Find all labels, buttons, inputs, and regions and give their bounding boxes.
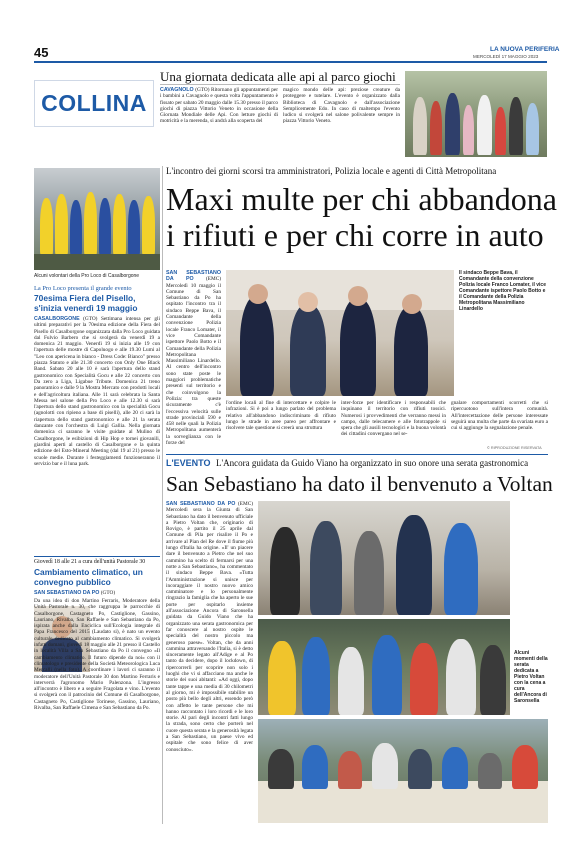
main-story-col2: l'ordine locali al fine di intercettare e colpire le infrazioni. Si è poi a lungo parlato del problema relativo all'abbandono indiscriminato di rifiuto lungo le strade in aree pareo per affrontare e risolvere tale questione si creerà una struttura (226, 400, 336, 432)
header-rule (34, 61, 547, 63)
section-box (34, 80, 154, 127)
page-number: 45 (34, 45, 49, 60)
left-story2-body-top: SAN SEBASTIANO DA PO (GTO) (34, 590, 116, 596)
left-story-headline: 70esima Fiera del Pisello, s'inizia venerdì 19 maggio (34, 293, 138, 313)
event-place: SAN SEBASTIANO DA PO (166, 501, 236, 507)
proloco-photo (34, 168, 160, 270)
event-photo-2 (258, 619, 510, 715)
main-story-col4: gnalare comportamenti scorretti che si ripercuotono sull'intera comunità. All'intercettazione delle persone interessate seguirà una multa che parte da svariata euro a cui si aggiunge la segnalazione penale. (451, 400, 548, 432)
issue-date: MERCOLEDÌ 17 MAGGIO 2023 (473, 54, 539, 59)
top-story-photo (405, 71, 547, 157)
event-rule (166, 454, 548, 455)
left-story2-headline: Cambiamento climatico, un convegno pubblico (34, 567, 143, 587)
event-headline: San Sebastiano ha dato il benvenuto a Voltan (166, 472, 553, 496)
top-story-col2: magico mondo delle api: preziose creature da proteggere e tutelare. L'evento è organizzato dalla Biblioteca di Cavagnolo e dall'associazione Semplicemente Edo. In caso di maltempo l'evento ludico si svolgerà nel salone polivalente sempre in piazza Vittorio Veneto. (283, 87, 400, 125)
paper-name: LA NUOVA PERIFERIA (490, 46, 560, 53)
event-body: SAN SEBASTIANO DA PO (EMC) Mercoledì sera la Giunta di San Sebastiano ha dato il benvenuto ufficiale a Pietro Voltan che, originario di Rovigo, è partito il 25 aprile dal Comune di Pila per risalire il Po e arrivare al Pian del Re dove il fiume più lungo d'Italia ha origine. «Il' un piacere dare il benvenuto a Pietro che nel suo cammino ha scelto di fermarsi per una notte a San Sebastiano», ha commentato il sindaco Beppe Bava. «Tutta l'Amministrazione si unisce per incoraggiare il nostro nuovo amico camminatore e lo personalmente ringrazio la famiglia che ha aperto le sue porte per ospitarlo insieme all'associazione Ancora di Saronsella guidata da Guido Viano che ha organizzato una serata gastronomica per far conoscere al nostro ospite le specialità del nostro piccolo ma generoso paese». Voltan, che da anni cammina attraversando l'Italia, si è detto sinceramente legato all'Adige e al Po tanto da decidere, dopo il lockdown, di ripercorrerli per scoprire non solo i luoghi che vi si affacciano ma anche le storie dei suoi abitanti: «Ad oggi, dopo tante tappe e una media di 30 chilometri al giorno, mi è impossibile stabilire un posto più bello degli altri, essendo però con affetto le tante persone che mi hanno raccontato i loro ricordi e le loro storie. Al pari degli incontri fatti lungo la strada, sono certo che porterò nel cuore questa serata e la generosità legata a San Sebastiano, un paese vivo ed ospitale che sono felice di aver conosciuto». (166, 501, 253, 753)
left-story-place: CASALBORGONE (34, 316, 80, 322)
top-divider (160, 84, 400, 85)
event-photo-caption: Alcuni momenti della serata dedicata a Pietro Voltan con la cena a cura dell'Ancora di Saronsella (514, 650, 548, 704)
section-title: COLLINA (41, 90, 147, 116)
main-story-photo (226, 270, 454, 396)
top-story-col1: CAVAGNOLO (GTO) Ritornano gli appuntamenti per i bambini a Cavagnolo e questa volta l'appuntamento è fissato per sabato 20 maggio dalle 15.30 presso il parco giochi di piazza Vittorio Veneto in occasione della Giornata Mondiale delle Api. Con letture giochi di motricità e la merenda, si andrà alla scoperta del (160, 87, 278, 125)
event-kicker: L'Ancora guidata da Guido Viano ha organizzato in suo onore una serata gastronomica (216, 458, 529, 468)
main-story-col1: SAN SEBASTIANO DA PO (EMC) Mercoledì 10 maggio il Comune di San Sebastiano da Po ha ospitato l'incontro tra il sindaco Beppe Bava, il Comandante della convenzione Polizia locale Franco Lomater, il vice Comandante ispettore Paolo Botto e il Comandante della Polizia Metropolitana Massimiliano Linardello. Al centro dell'incontro sono state poste le maggiori problematiche presenti sul territorio e che coinvolgono la Polizia: tra queste sicuramente c'è l'eccessiva velocità sulle strade provinciali 590 e 458 nelle quali la Polizia Metropolitana aumenterà la sorveglianza con le forze del (166, 270, 221, 447)
main-story-col3: inter-forze per identificare i responsabili che inquinano il territorio con rifiuti tossici. Numerosi i provvedimenti che verranno messi in campo, dalle telecamere e alle fototrappole si spera che gli ausili tecnologici e la buona volontà dei cittadini convergano nel se- (341, 400, 446, 438)
column-divider (162, 166, 163, 824)
left-story2-intro: Giovedì 18 alle 21 a cura dell'unità Pastorale 30 (34, 559, 146, 565)
top-story-headline: Una giornata dedicata alle api al parco giochi (160, 69, 396, 84)
left-story2-rule (34, 556, 160, 557)
main-story-photo-caption: Il sindaco Beppe Bava, il Comandante della convenzione Polizia locale Franco Lomater, il vice Comandante ispettore Paolo Botto e il Comandante della Polizia Metropolitana Massimiliano Linardello (459, 270, 546, 312)
event-tag: L'EVENTO (166, 458, 211, 468)
main-story-credit: © RIPRODUZIONE RISERVATA (487, 446, 542, 450)
left-story2-place: SAN SEBASTIANO DA PO (34, 590, 100, 596)
proloco-photo-caption: Alcuni volontari della Pro Loco di Casalborgone (34, 273, 140, 279)
left-story-intro: La Pro Loco presenta il grande evento (34, 285, 132, 292)
event-photo-3 (258, 719, 548, 823)
main-story-kicker: L'incontro dei giorni scorsi tra amministratori, Polizia locale e agenti di Città Metropolitana (166, 166, 497, 176)
event-photo-1 (258, 501, 510, 615)
main-story-headline-2: i rifiuti e per chi corre in auto (166, 217, 544, 253)
left-story-body: CASALBORGONE (GTO) Settimana intensa per gli ultimi preparativi per la 70esima edizione della Fiera del Pisello di Casalborgone organizzata dalla Pro Loco guidata dal Fulvio Barbero che si svolgerà da venerdì 19 a domenica 21 maggio. Venerdì 19 si inizia alle 19 con l'apertura delle mostre di Capoluogo e alle 19.30 Lumi al "Leo con apericena in bianco - Dress Code: Bianco" presso piazza Statuto e alle 21.30 concerto con Only One Black Band. Sabato 20 alle 10 è sarà l'apertura dello stand gastronomico con Specialità Gocu e alle 22 concerto con Da zero a Liga, Ligabue Tribute. Domenica 21 treno panoramico e dalle 9 la Mostra Mercato con prodotti locali e dell'agricoltura italiana. Alle 11 sarà celebrata la Santa Messa nel salone della Pro Loco e alle 12.30 si sarà l'apertura dello stand gastronomico con la specialità Gocu (agnolotti con ripieno a base di piselli), alle 20 ci sarà la riapertura dello stand gastronomico e alle 21 la serata danzante con l'orchestra di Luigi Gallia. Nella giornata domenica ci saranno le visite guidate al Mulino di Casalborgone, le esibizioni di Hip Hop e tornei giovanili, giardini aperti al castello di Casalborgone e la quinta edizione del Esto-Mineral Meeting (dal 19 al 21) presso le scuole medie. Durante i festeggiamenti funzioneranno il servizio bar e il luna park. (34, 316, 160, 467)
main-story-place: SAN SEBASTIANO DA PO (166, 270, 221, 283)
main-story-headline-1: Maxi multe per chi abbandona (166, 181, 557, 217)
top-story-place: CAVAGNOLO (160, 87, 194, 93)
left-story2-body: Da una idea di don Martino Ferraris, Moderatore della Unità Pastorale n. 30, che raggruppa le parrocchie di Casalborgone, Castagneto Po, Castiglione, Gassino, Lauriano, Rivalba, San Raffaele e San Sebastiano da Po, ispirata anche dalla Enciclica sull'Ecologia integrale di Papa Francesco del 2015 (Laudato si), è nato un evento culturale dedicato al cambiamento climatico. Si svolgerà infatti domani, giovedì 18 maggio alle 21 presso il Castello in località Villa a San Sebastiano da Po il convegno «Il cambiamento climatico. Il futuro dipende da noi» con il climatologo e presidente della Società Meteorologica Luca Mercalli (nella foto). A coordinare i lavori ci saranno il moderatore dell'Unità Pastorale 30 don Martino Ferraris e interverrà l'agronomo Mario Palenzona. L'ingresso all'incontro è libero e a seguire Fragolata e vino. L'evento si svolgerà con il patrocinio del Comune di Casalborgone, Castagneto Po, Castiglione Torinese, Gassino, Lauriano, Rivalba, San Raffaele Cimena e San Sebastiano da Po. (34, 598, 160, 712)
